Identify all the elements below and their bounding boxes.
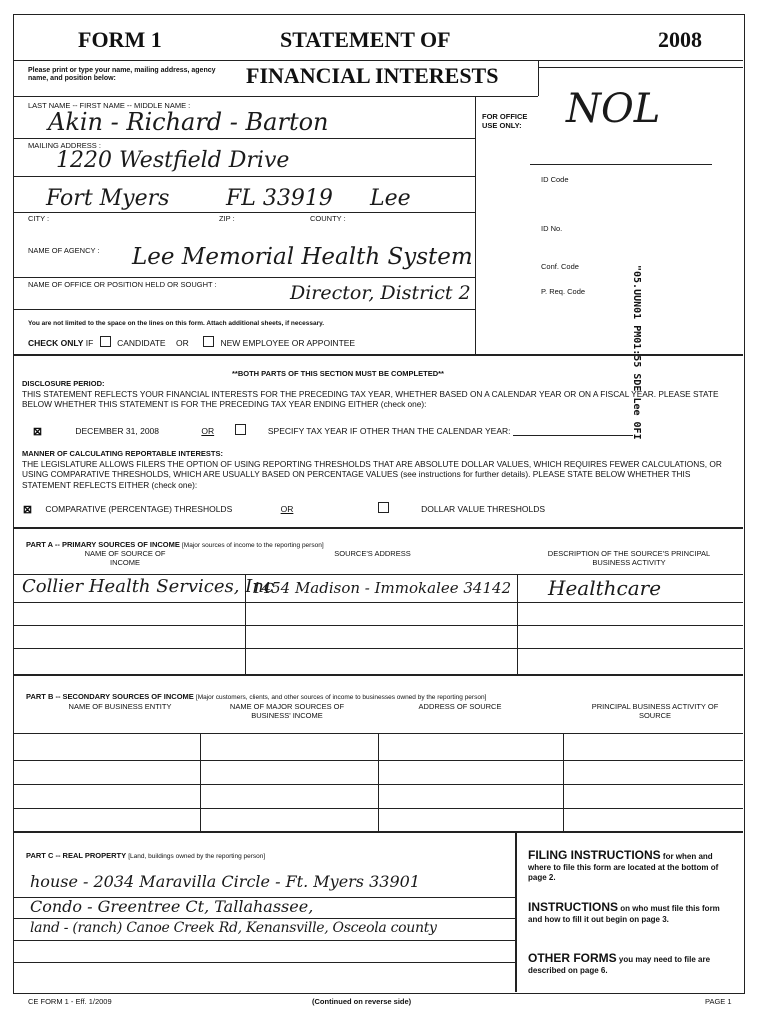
agency-label: NAME OF AGENCY :: [28, 246, 100, 255]
manner-or-label: OR: [280, 504, 294, 514]
footer-continued: (Continued on reverse side): [312, 997, 412, 1006]
dec31-label: DECEMBER 31, 2008: [75, 426, 159, 436]
agency-value: Lee Memorial Health System: [132, 244, 473, 270]
dollar-value-label: DOLLAR VALUE THRESHOLDS: [421, 504, 546, 514]
part-a-col1-header: NAME OF SOURCE OF INCOME: [84, 549, 166, 567]
city-label: CITY :: [28, 214, 50, 223]
check-only-label: CHECK ONLY: [28, 338, 84, 348]
conf-code-label: Conf. Code: [541, 262, 579, 271]
mailing-label: MAILING ADDRESS :: [28, 141, 101, 150]
candidate-checkbox[interactable]: [100, 336, 111, 347]
part-a-top-rule: [13, 527, 743, 529]
p-req-code-label: P. Req. Code: [541, 287, 586, 296]
part-a-row3-rule: [13, 648, 743, 649]
agency-line: [13, 277, 475, 278]
instructions-heading: INSTRUCTIONS: [528, 900, 618, 914]
comparative-checkbox-checked[interactable]: ⊠: [22, 504, 33, 516]
office-use-handwritten: NOL: [566, 86, 661, 132]
city-value: Fort Myers: [46, 186, 170, 211]
part-b-title-row: [26, 692, 486, 702]
specify-year-label: SPECIFY TAX YEAR IF OTHER THAN THE CALENDAR YEAR:: [267, 426, 511, 436]
name-value: Akin - Richard - Barton: [48, 108, 329, 136]
period-heading: DISCLOSURE PERIOD:: [22, 379, 105, 388]
new-employee-checkbox[interactable]: [203, 336, 214, 347]
id-code-label: ID Code: [541, 175, 569, 184]
mailing-line: [13, 176, 475, 177]
dec31-checkbox-checked[interactable]: ⊠: [32, 426, 43, 438]
other-forms-heading: OTHER FORMS: [528, 951, 617, 965]
instructions-block: [528, 900, 736, 925]
manner-choice-row: [22, 502, 545, 516]
part-a-row1-rule: [13, 602, 743, 603]
candidate-label: CANDIDATE: [117, 338, 166, 348]
part-b-col1-header: NAME OF BUSINESS ENTITY: [68, 702, 172, 711]
office-use-line: [530, 164, 712, 165]
check-or-label: OR: [175, 338, 189, 348]
part-a-row1-name: Collier Health Services, Inc: [22, 576, 274, 597]
period-text: THIS STATEMENT REFLECTS YOUR FINANCIAL INTERESTS FOR THE PRECEDING TAX YEAR, WHETHER BASED ON A CALENDAR YEAR OR ON A FISCAL YEAR. PLEASE STATE BELOW WHETHER THIS STATEMENT IS FOR THE PRECEDING TAX YEAR ENDING EITHER (check one):: [22, 389, 719, 410]
part-c-top-rule: [13, 831, 743, 833]
disclosure-top-rule: [13, 354, 743, 356]
part-a-col3-header: DESCRIPTION OF THE SOURCE'S PRINCIPAL BUSINESS ACTIVITY: [547, 549, 711, 567]
manner-text: THE LEGISLATURE ALLOWS FILERS THE OPTION OF USING REPORTING THRESHOLDS THAT ARE ABSOLUTE DOLLAR VALUES, WHICH REQUIRES FEWER CALCULATIONS, OR USING COMPARATIVE THRESHOLDS, WHICH ARE USUALLY BASED ON PERCENTAGE VALUES (see instructions for further details). PLEASE STATE BELOW WHETHER THIS STATEMENT REFLECTS EITHER (check one):: [22, 459, 722, 490]
name-line: [13, 138, 475, 139]
part-c-subtitle: [Land, buildings owned by the reporting person]: [128, 853, 266, 860]
form-year: 2008: [658, 27, 702, 52]
statement-title-line2: FINANCIAL INTERESTS: [246, 63, 499, 88]
check-if-label: IF: [85, 338, 94, 348]
part-b-col-divider-3: [563, 733, 564, 831]
part-c-title-row: [26, 851, 265, 861]
both-parts-note: **BOTH PARTS OF THIS SECTION MUST BE COMPLETED**: [232, 369, 444, 378]
filing-instructions-heading: FILING INSTRUCTIONS: [528, 848, 661, 862]
county-value: Lee: [370, 186, 411, 211]
part-a-row1-address: 1454 Madison - Immokalee 34142: [252, 579, 512, 597]
header-rule: [13, 60, 743, 61]
position-line: [13, 309, 475, 310]
part-c-line-2: [13, 918, 515, 919]
header-tab-bottom: [538, 67, 743, 68]
part-b-col-divider-1: [200, 733, 201, 831]
identity-right-border: [475, 96, 476, 354]
dollar-value-checkbox[interactable]: [378, 502, 389, 513]
county-label: COUNTY :: [310, 214, 346, 223]
comparative-label: COMPARATIVE (PERCENTAGE) THRESHOLDS: [45, 504, 233, 514]
part-b-col4-header: PRINCIPAL BUSINESS ACTIVITY OF SOURCE: [591, 702, 719, 720]
check-only-row: [28, 336, 355, 349]
instructions-text: on who must file this form and how to fill it out begin on page 3.: [528, 904, 720, 924]
manner-heading: MANNER OF CALCULATING REPORTABLE INTERESTS:: [22, 449, 223, 458]
part-c-side-divider: [515, 831, 517, 992]
part-b-subtitle: [Major customers, clients, and other sources of income to businesses owned by the reporting person]: [195, 694, 487, 701]
header-tab-right: [538, 60, 539, 96]
part-b-title: PART B -- SECONDARY SOURCES OF INCOME: [26, 692, 194, 701]
office-use-label: [482, 112, 527, 130]
position-label: NAME OF OFFICE OR POSITION HELD OR SOUGHT :: [28, 280, 217, 289]
part-c-row-1: house - 2034 Maravilla Circle - Ft. Myers 33901: [30, 872, 420, 891]
other-forms-text: you may need to file are described on page 6.: [528, 955, 711, 975]
part-a-col-divider-2: [517, 574, 518, 674]
part-b-col3-header: ADDRESS OF SOURCE: [418, 702, 502, 711]
filing-instructions-text: for when and where to file this form are located at the bottom of page 2.: [528, 852, 719, 882]
name-label: LAST NAME -- FIRST NAME -- MIDDLE NAME :: [28, 101, 191, 110]
position-value: Director, District 2: [290, 282, 471, 304]
part-b-col2-header: NAME OF MAJOR SOURCES OF BUSINESS' INCOME: [229, 702, 345, 720]
part-a-subtitle: [Major sources of income to the reporting person]: [182, 542, 324, 549]
office-use-line1: FOR OFFICE: [482, 112, 528, 121]
other-forms-block: [528, 951, 736, 976]
space-note: You are not limited to the space on the lines on this form. Attach additional sheets, if necessary.: [28, 320, 325, 327]
specify-year-line[interactable]: [513, 435, 633, 436]
part-a-row1-activity: Healthcare: [548, 576, 662, 600]
zip-label: ZIP :: [219, 214, 235, 223]
part-c-line-4: [13, 962, 515, 963]
part-b-col-divider-2: [378, 733, 379, 831]
filing-instructions-block: [528, 848, 736, 883]
zip-value: FL 33919: [226, 186, 333, 211]
part-c-row-3: land - (ranch) Canoe Creek Rd, Kenansville, Osceola county: [30, 920, 437, 936]
identity-top-rule: [13, 96, 538, 97]
id-no-label: ID No.: [541, 224, 563, 233]
specify-year-checkbox[interactable]: [235, 424, 246, 435]
part-a-row2-rule: [13, 625, 743, 626]
statement-title-line1: STATEMENT OF: [280, 27, 451, 52]
part-c-title: PART C -- REAL PROPERTY: [26, 851, 127, 860]
new-employee-label: NEW EMPLOYEE OR APPOINTEE: [220, 338, 356, 348]
period-choice-row: [32, 424, 633, 438]
period-or-label: OR: [201, 426, 215, 436]
part-a-title: PART A -- PRIMARY SOURCES OF INCOME: [26, 540, 180, 549]
part-c-line-3: [13, 940, 515, 941]
part-a-col2-header: SOURCE'S ADDRESS: [334, 549, 411, 558]
office-use-line2: USE ONLY:: [482, 121, 522, 130]
part-b-top-rule: [13, 674, 743, 676]
print-note: Please print or type your name, mailing address, agency name, and position below:: [28, 67, 216, 83]
part-c-row-2: Condo - Greentree Ct, Tallahassee,: [30, 897, 314, 916]
part-a-header-rule: [13, 574, 743, 575]
footer-form-id: CE FORM 1 - Eff. 1/2009: [28, 997, 112, 1006]
receipt-stamp: "05.UUN01 PM01:55 SDE Lee 0FI: [631, 265, 642, 440]
footer-page-number: PAGE 1: [705, 997, 732, 1006]
city-line: [13, 212, 475, 213]
mailing-value: 1220 Westfield Drive: [56, 148, 290, 173]
form-title: FORM 1: [78, 27, 162, 52]
